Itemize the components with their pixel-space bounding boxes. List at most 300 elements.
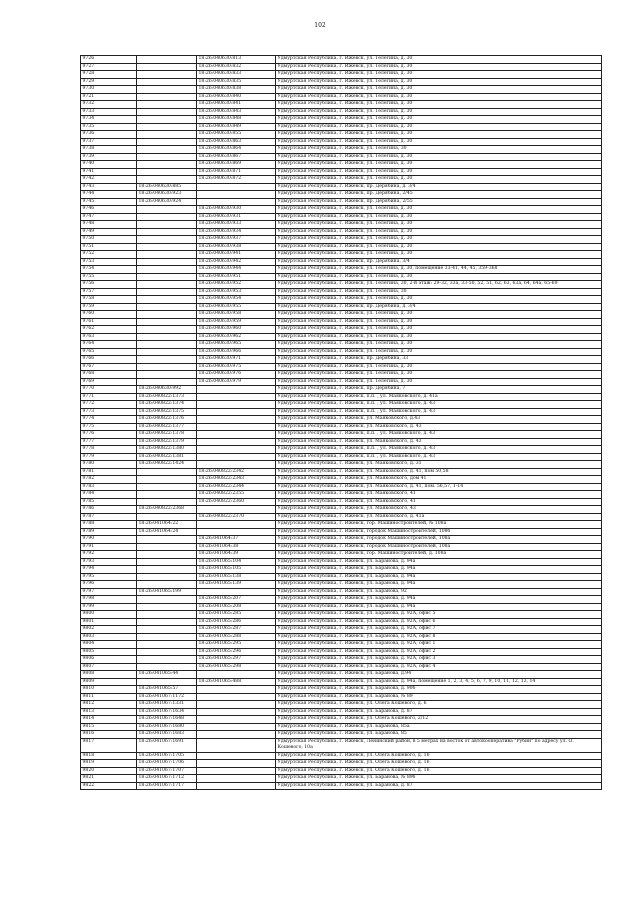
premises-cadastral-number-cell: 18:26:041065:295 <box>197 641 276 649</box>
table-row <box>81 251 602 259</box>
cadastral-number-cell: 18:26:041067:1712 <box>137 775 197 783</box>
premises-cadastral-number-cell: 18:26:040630:934 <box>197 228 276 236</box>
row-number-cell: 9754 <box>81 266 137 274</box>
premises-cadastral-number-cell: 18:26:040630:849 <box>197 123 276 131</box>
address-cell: Удмуртская Республика, г. Ижевск, ул. Маяковского, 41 <box>276 491 602 499</box>
row-number-cell: 9787 <box>81 513 137 521</box>
row-number-cell: 9750 <box>81 236 137 244</box>
premises-cadastral-number-cell <box>197 701 276 709</box>
cadastral-number-cell <box>137 341 197 349</box>
row-number-cell: 9728 <box>81 71 137 79</box>
cadastral-number-cell <box>137 86 197 94</box>
cadastral-number-cell <box>137 468 197 476</box>
table-row <box>81 498 602 506</box>
premises-cadastral-number-cell <box>197 386 276 394</box>
premises-cadastral-number-cell: 18:26:040630:872 <box>197 176 276 184</box>
cadastral-number-cell: 18:26:041067:1705 <box>137 752 197 760</box>
address-cell: Удмуртская Республика, г. Ижевск, ул. Маяковского, д.43 <box>276 416 602 424</box>
cadastral-number-cell <box>137 536 197 544</box>
address-cell: Удмуртская Республика, г. Ижевск, п.п. , ул. Маяковского, д. 43 <box>276 446 602 454</box>
cadastral-number-cell <box>137 333 197 341</box>
cadastral-number-cell: 18:26:041067:1706 <box>137 760 197 768</box>
cadastral-number-cell: 18:26:040822:1380 <box>137 446 197 454</box>
row-number-cell: 9776 <box>81 431 137 439</box>
cadastral-number-cell <box>137 603 197 611</box>
row-number-cell: 9788 <box>81 521 137 529</box>
table-row <box>81 56 602 64</box>
row-number-cell: 9781 <box>81 468 137 476</box>
table-row <box>81 86 602 94</box>
table-row <box>81 686 602 694</box>
row-number-cell: 9816 <box>81 731 137 739</box>
table-row <box>81 101 602 109</box>
table-row <box>81 401 602 409</box>
row-number-cell: 9806 <box>81 656 137 664</box>
table-row <box>81 513 602 521</box>
cadastral-number-cell <box>137 273 197 281</box>
premises-cadastral-number-cell: 18:26:041064:37 <box>197 536 276 544</box>
premises-cadastral-number-cell <box>197 782 276 790</box>
premises-cadastral-number-cell <box>197 453 276 461</box>
cadastral-number-cell <box>137 348 197 356</box>
cadastral-number-cell <box>137 251 197 259</box>
premises-cadastral-number-cell: 18:26:040630:841 <box>197 101 276 109</box>
cadastral-number-cell: 18:26:041067:1634 <box>137 708 197 716</box>
table-row <box>81 731 602 739</box>
cadastral-number-cell <box>137 56 197 64</box>
cadastral-number-cell <box>137 626 197 634</box>
table-row <box>81 775 602 783</box>
premises-cadastral-number-cell: 18:26:040630:848 <box>197 116 276 124</box>
premises-cadastral-number-cell: 18:26:040630:953 <box>197 288 276 296</box>
premises-cadastral-number-cell <box>197 506 276 514</box>
row-number-cell: 9802 <box>81 626 137 634</box>
row-number-cell: 9751 <box>81 243 137 251</box>
premises-cadastral-number-cell: 18:26:040630:833 <box>197 71 276 79</box>
row-number-cell: 9798 <box>81 596 137 604</box>
cadastral-number-cell <box>137 71 197 79</box>
table-row <box>81 528 602 536</box>
table-row <box>81 760 602 768</box>
table-row <box>81 551 602 559</box>
address-cell: Удмуртская Республика, г. Ижевск, ул. Баранова, д. 92А, офис 3 <box>276 656 602 664</box>
address-cell: Удмуртская Республика, г. Ижевск, ул. Телегина, д. 30 <box>276 228 602 236</box>
address-cell: Удмуртская Республика, г. Ижевск, городок Машиностроителей, 108а <box>276 536 602 544</box>
address-cell: Удмуртская Республика, г. Ижевск, ул. Телегина, д. 30 <box>276 161 602 169</box>
table-row <box>81 723 602 731</box>
table-row <box>81 386 602 394</box>
table-row <box>81 63 602 71</box>
cadastral-number-cell <box>137 581 197 589</box>
cadastral-number-cell <box>137 161 197 169</box>
address-cell: Удмуртская Республика, г. Ижевск, ул. Телегина, д. 30 <box>276 243 602 251</box>
premises-cadastral-number-cell <box>197 588 276 596</box>
table-row <box>81 303 602 311</box>
address-cell: Удмуртская Республика, г. Ижевск, ул. Телегина, 30, 2-й этаж: 29-32, 33а, 33-50, 52, 51, 62, 63, 63а, 64, 64а, 65-69 <box>276 281 602 289</box>
premises-cadastral-number-cell: 18:26:040630:941 <box>197 251 276 259</box>
premises-cadastral-number-cell <box>197 416 276 424</box>
row-number-cell: 9736 <box>81 131 137 139</box>
premises-cadastral-number-cell <box>197 191 276 199</box>
table-row <box>81 423 602 431</box>
cadastral-number-cell <box>137 356 197 364</box>
row-number-cell: 9763 <box>81 333 137 341</box>
address-cell: Удмуртская Республика, г. Ижевск, ул. Баранова, д.94 <box>276 671 602 679</box>
table-row <box>81 701 602 709</box>
cadastral-number-cell <box>137 258 197 266</box>
premises-cadastral-number-cell: 18:26:040822:2342 <box>197 468 276 476</box>
premises-cadastral-number-cell <box>197 731 276 739</box>
premises-cadastral-number-cell: 18:26:040822:2355 <box>197 491 276 499</box>
premises-cadastral-number-cell: 18:26:040630:838 <box>197 86 276 94</box>
table-row <box>81 767 602 775</box>
row-number-cell: 9749 <box>81 228 137 236</box>
premises-cadastral-number-cell <box>197 401 276 409</box>
row-number-cell: 9742 <box>81 176 137 184</box>
table-row <box>81 408 602 416</box>
premises-cadastral-number-cell <box>197 752 276 760</box>
table-row <box>81 588 602 596</box>
premises-cadastral-number-cell: 18:26:041065:207 <box>197 596 276 604</box>
table-row <box>81 708 602 716</box>
row-number-cell: 9791 <box>81 543 137 551</box>
table-row <box>81 393 602 401</box>
cadastral-number-cell: 18:26:041067:1683 <box>137 731 197 739</box>
table-row <box>81 206 602 214</box>
table-row <box>81 752 602 760</box>
row-number-cell: 9821 <box>81 775 137 783</box>
row-number-cell: 9733 <box>81 108 137 116</box>
address-cell: Удмуртская Республика, г. Ижевск, ул. Баранова, д. 92А, офис 6 <box>276 618 602 626</box>
address-cell: Удмуртская Республика, г. Ижевск, ул. Телегина, д. 30 <box>276 93 602 101</box>
address-cell: Удмуртская Республика, г. Ижевск, п.п. , ул. Маяковского, д. 43 <box>276 401 602 409</box>
premises-cadastral-number-cell: 18:26:041065:138 <box>197 573 276 581</box>
table-row <box>81 326 602 334</box>
address-cell: Удмуртская Республика, г. Ижевск, ул. Баранова, д. 94а <box>276 558 602 566</box>
cadastral-number-cell: 18:26:040822:1374 <box>137 401 197 409</box>
table-row <box>81 438 602 446</box>
table-row <box>81 596 602 604</box>
cadastral-number-cell: 18:26:040630:885 <box>137 183 197 191</box>
premises-cadastral-number-cell <box>197 693 276 701</box>
premises-cadastral-number-cell <box>197 775 276 783</box>
table-row <box>81 191 602 199</box>
premises-cadastral-number-cell: 18:26:041065:285 <box>197 611 276 619</box>
row-number-cell: 9755 <box>81 273 137 281</box>
premises-cadastral-number-cell: 18:26:040630:863 <box>197 138 276 146</box>
premises-cadastral-number-cell: 18:26:041065:296 <box>197 648 276 656</box>
table-row <box>81 633 602 641</box>
row-number-cell: 9784 <box>81 491 137 499</box>
table-row <box>81 371 602 379</box>
table-row <box>81 116 602 124</box>
table-row <box>81 198 602 206</box>
premises-cadastral-number-cell: 18:26:040630:958 <box>197 311 276 319</box>
cadastral-number-cell: 18:26:040822:1379 <box>137 438 197 446</box>
cadastral-number-cell: 18:26:040630:924 <box>137 198 197 206</box>
table-row <box>81 288 602 296</box>
address-cell: Удмуртская Республика, г. Ижевск, ул. Телегина, д. 30 <box>276 371 602 379</box>
address-cell: Удмуртская Республика, г. Ижевск, ул. Телегина, д. 30 <box>276 326 602 334</box>
premises-cadastral-number-cell: 18:26:041065:286 <box>197 618 276 626</box>
premises-cadastral-number-cell: 18:26:041064:39 <box>197 551 276 559</box>
address-cell: Удмуртская Республика, г. Ижевск, ул. Баранова, 85а <box>276 723 602 731</box>
cadastral-number-cell: 18:26:040822:1375 <box>137 408 197 416</box>
table-row <box>81 213 602 221</box>
cadastral-number-cell <box>137 266 197 274</box>
row-number-cell: 9740 <box>81 161 137 169</box>
row-number-cell: 9785 <box>81 498 137 506</box>
cadastral-number-cell <box>137 228 197 236</box>
row-number-cell: 9800 <box>81 611 137 619</box>
row-number-cell: 9739 <box>81 153 137 161</box>
cadastral-number-cell <box>137 123 197 131</box>
row-number-cell: 9759 <box>81 303 137 311</box>
address-cell: Удмуртская Республика, г. Ижевск, ул. Баранова, д. 94а <box>276 596 602 604</box>
address-cell: Удмуртская Республика, г. Ижевск, ул. Телегина, д. 30 <box>276 56 602 64</box>
address-cell: Удмуртская Республика, г. Ижевск, ул. Баранова, д. 94а <box>276 581 602 589</box>
premises-cadastral-number-cell <box>197 183 276 191</box>
table-row <box>81 161 602 169</box>
address-cell: Удмуртская Республика, г. Ижевск, ул. Маяковского, д. 41, пом. 56,57, 1-14 <box>276 483 602 491</box>
address-cell: Удмуртская Республика, г. Ижевск, ул. Маяковского, д. 41, пом 50,58 <box>276 468 602 476</box>
address-cell: Удмуртская Республика, г. Ижевск, п.п. , ул. Маяковского, д. 41а <box>276 393 602 401</box>
address-cell: Удмуртская Республика, г. Ижевск, гор. Машиностроителей, № 108а <box>276 521 602 529</box>
premises-cadastral-number-cell: 18:26:040630:942 <box>197 258 276 266</box>
row-number-cell: 9811 <box>81 693 137 701</box>
table-row <box>81 573 602 581</box>
cadastral-number-cell: 18:26:041067:1717 <box>137 782 197 790</box>
premises-cadastral-number-cell <box>197 446 276 454</box>
premises-cadastral-number-cell: 18:26:040822:2344 <box>197 483 276 491</box>
address-cell: Удмуртская Республика, г. Ижевск, ул. Маяковского, д. 43 <box>276 423 602 431</box>
address-cell: Удмуртская Республика, г. Ижевск, ул. Телегина, д. 30 <box>276 206 602 214</box>
cadastral-number-cell: 18:26:041064:22 <box>137 521 197 529</box>
row-number-cell: 9768 <box>81 371 137 379</box>
row-number-cell: 9807 <box>81 663 137 671</box>
cadastral-number-cell <box>137 168 197 176</box>
cadastral-number-cell <box>137 221 197 229</box>
row-number-cell: 9745 <box>81 198 137 206</box>
cadastral-number-cell <box>137 363 197 371</box>
cadastral-number-cell <box>137 131 197 139</box>
cadastral-number-cell: 18:26:040822:1424 <box>137 461 197 469</box>
premises-cadastral-number-cell: 18:26:040822:2370 <box>197 513 276 521</box>
table-row <box>81 416 602 424</box>
row-number-cell: 9746 <box>81 206 137 214</box>
cadastral-number-cell: 18:26:040822:2368 <box>137 506 197 514</box>
row-number-cell: 9783 <box>81 483 137 491</box>
row-number-cell: 9753 <box>81 258 137 266</box>
premises-cadastral-number-cell <box>197 408 276 416</box>
premises-cadastral-number-cell: 18:26:040630:843 <box>197 108 276 116</box>
table-row <box>81 168 602 176</box>
premises-cadastral-number-cell: 18:26:040630:933 <box>197 221 276 229</box>
address-cell: Удмуртская Республика, г. Ижевск, ул. Телегина, д. 30 <box>276 138 602 146</box>
premises-cadastral-number-cell <box>197 716 276 724</box>
cadastral-number-cell <box>137 378 197 386</box>
address-cell: Удмуртская Республика, г. Ижевск, ул. Телегина, д. 30 <box>276 363 602 371</box>
cadastral-number-cell: 18:26:040822:1378 <box>137 431 197 439</box>
table-row <box>81 536 602 544</box>
address-cell: Удмуртская Республика, г. Ижевск, ул. Телегина, д. 30 <box>276 123 602 131</box>
address-cell: Удмуртская Республика, г. Ижевск, ул. Баранова, д. 92А, офис 7 <box>276 626 602 634</box>
row-number-cell: 9726 <box>81 56 137 64</box>
address-cell: Удмуртская Республика, г. Ижевск, ул. Баранова, д. 94а, помещение 1, 2, 3, 4, 5, 6, 7, 9, 10, 11, 12, 13, 14 <box>276 678 602 686</box>
address-cell: Удмуртская Республика, г. Ижевск, ул. Телегина, 30 <box>276 146 602 154</box>
premises-cadastral-number-cell: 18:26:040630:962 <box>197 333 276 341</box>
row-number-cell: 9817 <box>81 738 137 752</box>
row-number-cell: 9804 <box>81 641 137 649</box>
address-cell: Удмуртская Республика, г. Ижевск, ул. Телегина, д. 30 <box>276 341 602 349</box>
address-cell: Удмуртская Республика, г. Ижевск, ул. Телегина, д. 30 <box>276 101 602 109</box>
address-cell: Удмуртская Республика, г. Ижевск, ул. Телегина, д. 30, помещение 33-41, 44, 45, 359-368 <box>276 266 602 274</box>
address-cell: Удмуртская Республика, г. Ижевск, пр. Дерябина, д. 3/4 <box>276 183 602 191</box>
premises-cadastral-number-cell: 18:26:040630:813 <box>197 56 276 64</box>
cadastral-number-cell: 18:26:040630:992 <box>137 386 197 394</box>
address-cell: Удмуртская Республика, г. Ижевск, ул. Телегина, д. 30 <box>276 168 602 176</box>
table-row <box>81 663 602 671</box>
table-row <box>81 648 602 656</box>
cadastral-number-cell <box>137 663 197 671</box>
premises-cadastral-number-cell <box>197 198 276 206</box>
address-cell: Удмуртская Республика, г. Ижевск, ул. Баранова, № 89б <box>276 775 602 783</box>
table-row <box>81 671 602 679</box>
address-cell: Удмуртская Республика, г. Ижевск, п.п. , ул. Маяковского, д. 43 <box>276 431 602 439</box>
row-number-cell: 9780 <box>81 461 137 469</box>
address-cell: Удмуртская Республика, г. Ижевск, пр. Дерябина, 2/45 <box>276 191 602 199</box>
address-cell: Удмуртская Республика, г. Ижевск, ул. Телегина, д. 30 <box>276 131 602 139</box>
table-row <box>81 611 602 619</box>
premises-cadastral-number-cell: 18:26:040630:955 <box>197 303 276 311</box>
cadastral-number-cell <box>137 206 197 214</box>
table-row <box>81 333 602 341</box>
premises-cadastral-number-cell <box>197 528 276 536</box>
cadastral-number-cell <box>137 648 197 656</box>
cadastral-number-cell <box>137 236 197 244</box>
premises-cadastral-number-cell: 18:26:040630:930 <box>197 206 276 214</box>
premises-cadastral-number-cell: 18:26:040630:869 <box>197 161 276 169</box>
cadastral-number-cell <box>137 63 197 71</box>
cadastral-number-cell <box>137 633 197 641</box>
address-cell: Удмуртская Республика, г. Ижевск, ул. Телегина, д. 30 <box>276 221 602 229</box>
row-number-cell: 9786 <box>81 506 137 514</box>
premises-cadastral-number-cell: 18:26:041065:105 <box>197 566 276 574</box>
cadastral-number-cell <box>137 678 197 686</box>
table-row <box>81 431 602 439</box>
table-row <box>81 266 602 274</box>
cadastral-number-cell <box>137 566 197 574</box>
address-cell: Удмуртская Республика, г. Ижевск, пр. Дерябина, 7 <box>276 386 602 394</box>
row-number-cell: 9779 <box>81 453 137 461</box>
address-cell: Удмуртская Республика, г. Ижевск, пр. Дерябина, 2/55 <box>276 198 602 206</box>
premises-cadastral-number-cell: 18:26:040630:864 <box>197 146 276 154</box>
cadastral-number-cell: 18:26:040822:1373 <box>137 393 197 401</box>
row-number-cell: 9815 <box>81 723 137 731</box>
table-row <box>81 78 602 86</box>
row-number-cell: 9808 <box>81 671 137 679</box>
premises-cadastral-number-cell: 18:26:040630:944 <box>197 266 276 274</box>
cadastral-number-cell: 18:26:040822:1376 <box>137 416 197 424</box>
table-row <box>81 363 602 371</box>
premises-cadastral-number-cell <box>197 708 276 716</box>
premises-cadastral-number-cell: 18:26:040630:832 <box>197 63 276 71</box>
address-cell: Удмуртская Республика, г. Ижевск, ул. Телегина, д. 30 <box>276 213 602 221</box>
row-number-cell: 9741 <box>81 168 137 176</box>
row-number-cell: 9752 <box>81 251 137 259</box>
address-cell: Удмуртская Республика, г. Ижевск, ул. Баранова, д. 94а <box>276 566 602 574</box>
address-cell: Удмуртская Республика, г. Ижевск, ул. Телегина, д. 30 <box>276 71 602 79</box>
premises-cadastral-number-cell: 18:26:040630:937 <box>197 236 276 244</box>
table-row <box>81 356 602 364</box>
address-cell: Удмуртская Республика, г. Ижевск, городок Машиностроителей, 108б <box>276 528 602 536</box>
table-row <box>81 626 602 634</box>
table-row <box>81 483 602 491</box>
address-cell: Удмуртская Республика, г. Ижевск, ул. Телегина, д. 30 <box>276 116 602 124</box>
address-cell: Удмуртская Республика, г. Ижевск, ул. Олега Кошевого, д. 16 <box>276 752 602 760</box>
address-cell: Удмуртская Республика, г. Ижевск, ул. Баранова, д. 87 <box>276 708 602 716</box>
row-number-cell: 9820 <box>81 767 137 775</box>
address-cell: Удмуртская Республика, г. Ижевск, ул. Олега Кошевого, д. 16 <box>276 760 602 768</box>
row-number-cell: 9805 <box>81 648 137 656</box>
address-cell: Удмуртская Республика, г. Ижевск, ул. Баранова, № 89 <box>276 693 602 701</box>
registry-table-body <box>81 56 602 790</box>
table-row <box>81 693 602 701</box>
cadastral-number-cell <box>137 491 197 499</box>
premises-cadastral-number-cell: 18:26:041065:104 <box>197 558 276 566</box>
row-number-cell: 9822 <box>81 782 137 790</box>
row-number-cell: 9809 <box>81 678 137 686</box>
address-cell: Удмуртская Республика, г. Ижевск, городок Машиностроителей, 108а <box>276 543 602 551</box>
address-cell: Удмуртская Республика, г. Ижевск, ул. Маяковского, д. 43 <box>276 438 602 446</box>
premises-cadastral-number-cell: 18:26:041064:38 <box>197 543 276 551</box>
row-number-cell: 9778 <box>81 446 137 454</box>
row-number-cell: 9793 <box>81 558 137 566</box>
row-number-cell: 9721 <box>81 93 137 101</box>
row-number-cell: 9730 <box>81 86 137 94</box>
premises-cadastral-number-cell <box>197 767 276 775</box>
table-row <box>81 228 602 236</box>
premises-cadastral-number-cell <box>197 723 276 731</box>
premises-cadastral-number-cell: 18:26:041065:297 <box>197 656 276 664</box>
table-row <box>81 296 602 304</box>
cadastral-number-cell <box>137 138 197 146</box>
cadastral-number-cell <box>137 513 197 521</box>
cadastral-number-cell <box>137 371 197 379</box>
table-row <box>81 281 602 289</box>
premises-cadastral-number-cell: 18:26:040630:976 <box>197 371 276 379</box>
address-cell: Удмуртская Республика, г. Ижевск, ул. Баранова, д. 92А, офис 1 <box>276 641 602 649</box>
premises-cadastral-number-cell: 18:26:040822:2360 <box>197 498 276 506</box>
table-row <box>81 138 602 146</box>
row-number-cell: 9794 <box>81 566 137 574</box>
table-row <box>81 221 602 229</box>
address-cell: Удмуртская Республика, г. Ижевск, ул. Телегина, д. 30 <box>276 86 602 94</box>
table-row <box>81 183 602 191</box>
row-number-cell: 9760 <box>81 311 137 319</box>
table-row <box>81 716 602 724</box>
table-row <box>81 461 602 469</box>
row-number-cell: 9761 <box>81 318 137 326</box>
row-number-cell: 9770 <box>81 386 137 394</box>
address-cell: Удмуртская Республика, г. Ижевск, ул. Телегина, д. 30 <box>276 78 602 86</box>
cadastral-number-cell <box>137 551 197 559</box>
cadastral-number-cell <box>137 611 197 619</box>
cadastral-number-cell <box>137 656 197 664</box>
cadastral-number-cell <box>137 641 197 649</box>
cadastral-number-cell <box>137 281 197 289</box>
premises-cadastral-number-cell: 18:26:040630:938 <box>197 243 276 251</box>
